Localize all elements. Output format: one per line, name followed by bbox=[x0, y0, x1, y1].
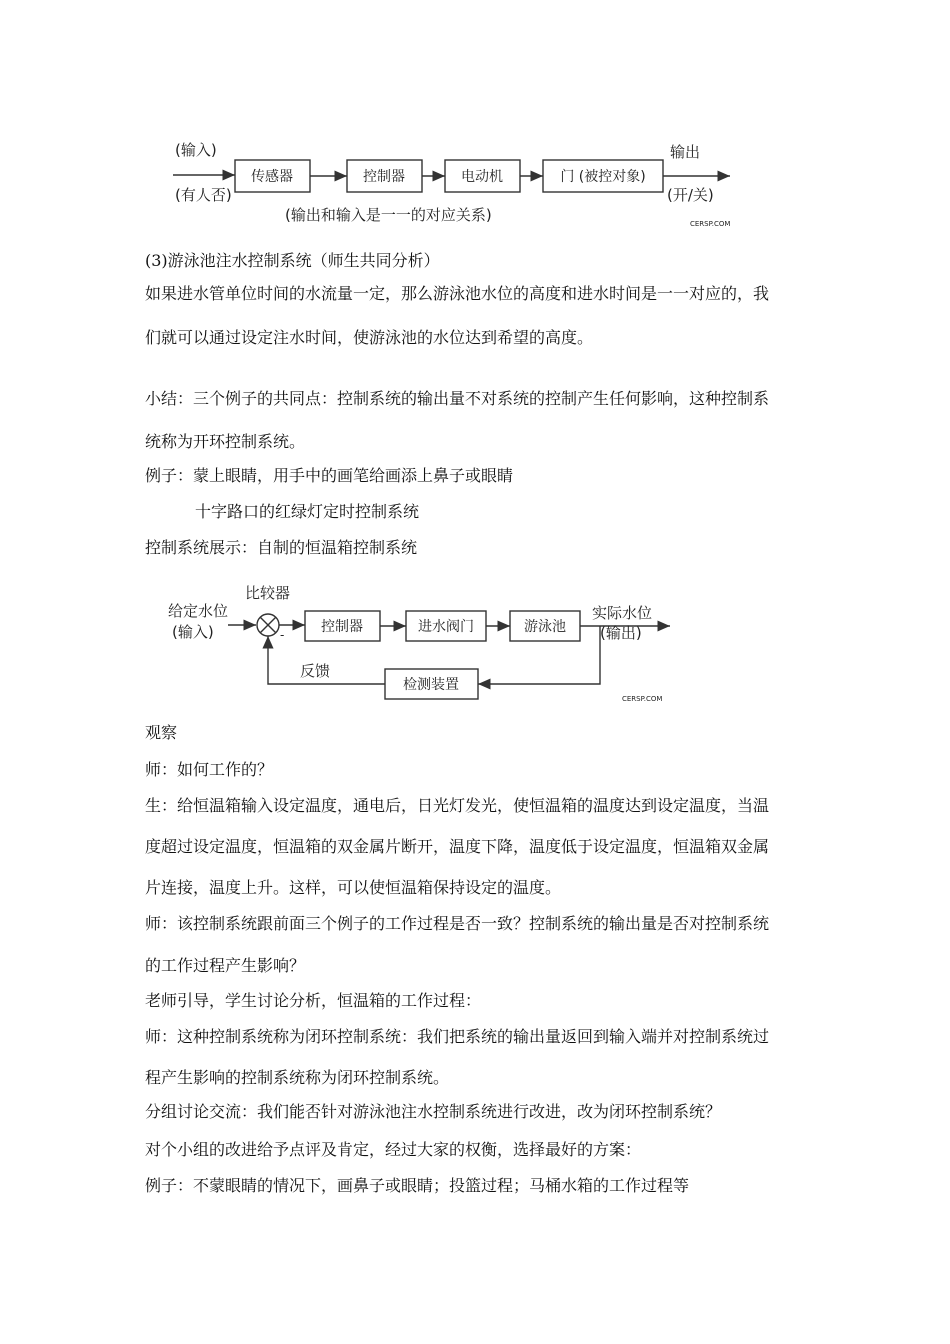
line-17: 师：这种控制系统称为闭环控制系统：我们把系统的输出量返回到输入端并对控制系统过 bbox=[145, 1027, 770, 1046]
line-10: 师：如何工作的？ bbox=[145, 760, 274, 779]
line-8: 控制系统展示：自制的恒温箱控制系统 bbox=[145, 538, 418, 557]
line-15: 的工作过程产生影响？ bbox=[145, 956, 306, 975]
line-3: 们就可以通过设定注水时间，使游泳池的水位达到希望的高度。 bbox=[145, 328, 594, 347]
d1-input-label: (输入) bbox=[175, 141, 217, 159]
line-14: 师：该控制系统跟前面三个例子的工作过程是否一致？控制系统的输出量是否对控制系统 bbox=[145, 914, 770, 933]
line-19: 分组讨论交流：我们能否针对游泳池注水控制系统进行改进，改为闭环控制系统？ bbox=[145, 1102, 722, 1121]
d2-input-label: 给定水位 bbox=[168, 602, 229, 620]
line-1: (3)游泳池注水控制系统（师生共同分析） bbox=[145, 251, 440, 270]
line-11: 生：给恒温箱输入设定温度，通电后，日光灯发光，使恒温箱的温度达到设定温度，当温 bbox=[145, 796, 770, 815]
line-5: 统称为开环控制系统。 bbox=[145, 432, 306, 451]
d2-block-controller-label: 控制器 bbox=[321, 619, 363, 635]
line-7: 十字路口的红绿灯定时控制系统 bbox=[195, 502, 420, 521]
d1-input-sub: (有人否) bbox=[175, 186, 232, 204]
d2-output-sub: (输出) bbox=[600, 624, 642, 642]
d2-block-pool-label: 游泳池 bbox=[524, 619, 566, 635]
line-2: 如果进水管单位时间的水流量一定，那么游泳池水位的高度和进水时间是一一对应的，我 bbox=[145, 284, 770, 303]
d2-minus-sign: - bbox=[280, 628, 285, 642]
line-4: 小结：三个例子的共同点：控制系统的输出量不对系统的控制产生任何影响，这种控制系 bbox=[145, 389, 770, 408]
d1-block-sensor-label: 传感器 bbox=[251, 169, 293, 185]
open-loop-diagram bbox=[145, 130, 765, 230]
line-18: 程产生影响的控制系统称为闭环控制系统。 bbox=[145, 1068, 450, 1087]
d2-block-valve-label: 进水阀门 bbox=[418, 619, 474, 635]
d2-feedback-label: 反馈 bbox=[300, 662, 331, 680]
d1-block-controller-label: 控制器 bbox=[363, 169, 405, 185]
line-6: 例子：蒙上眼睛，用手中的画笔给画添上鼻子或眼睛 bbox=[145, 466, 514, 485]
d2-watermark: CERSP.COM bbox=[622, 695, 663, 703]
d1-output-label: 输出 bbox=[670, 143, 701, 161]
d1-output-sub: (开/关) bbox=[667, 186, 714, 204]
line-20: 对个小组的改进给予点评及肯定，经过大家的权衡，选择最好的方案： bbox=[145, 1140, 642, 1159]
d1-block-door-label: 门 (被控对象) bbox=[560, 169, 646, 185]
line-13: 片连接，温度上升。这样，可以使恒温箱保持设定的温度。 bbox=[145, 878, 562, 897]
line-16: 老师引导，学生讨论分析，恒温箱的工作过程： bbox=[145, 991, 482, 1010]
d2-input-sub: (输入) bbox=[172, 623, 214, 641]
line-21: 例子：不蒙眼睛的情况下，画鼻子或眼睛；投篮过程；马桶水箱的工作过程等 bbox=[145, 1176, 690, 1195]
d1-watermark: CERSP.COM bbox=[690, 220, 731, 228]
line-12: 度超过设定温度，恒温箱的双金属片断开，温度下降，温度低于设定温度，恒温箱双金属 bbox=[145, 837, 770, 856]
closed-loop-diagram bbox=[160, 578, 680, 708]
d1-caption: (输出和输入是一一的对应关系) bbox=[285, 206, 492, 224]
d2-output-label: 实际水位 bbox=[592, 604, 653, 622]
d2-block-sensor-label: 检测装置 bbox=[403, 677, 459, 693]
line-9: 观察 bbox=[145, 723, 178, 742]
d1-block-motor-label: 电动机 bbox=[461, 169, 503, 185]
d2-comparator-label: 比较器 bbox=[245, 584, 291, 602]
